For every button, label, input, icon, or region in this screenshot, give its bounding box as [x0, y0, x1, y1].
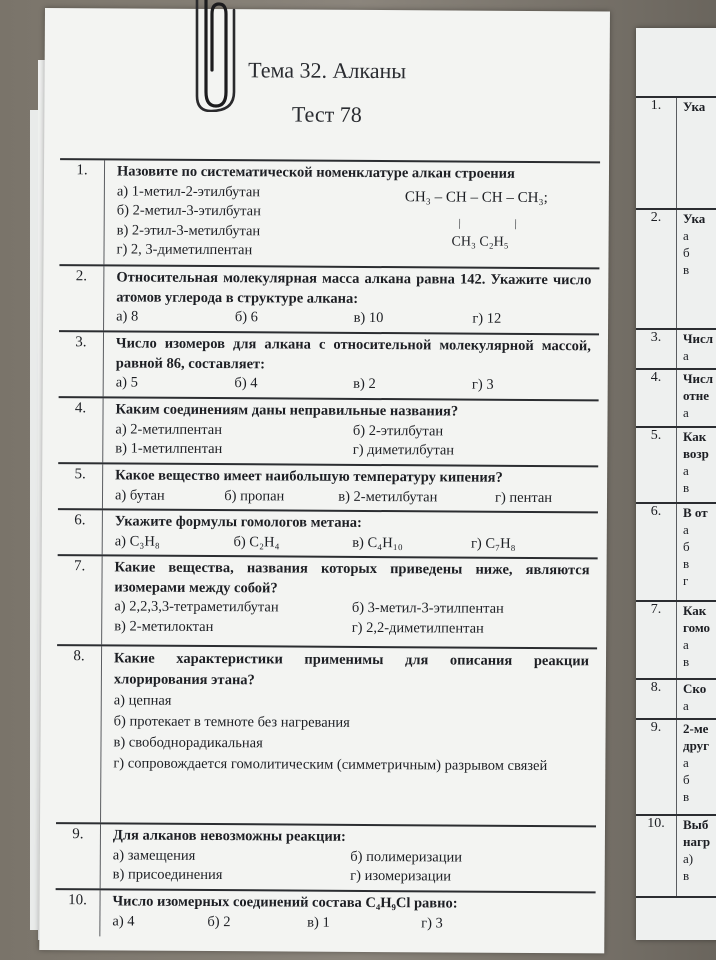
question-row-10 — [55, 890, 595, 939]
question-row-3 — [59, 332, 599, 401]
table-row — [636, 428, 716, 504]
table-row — [636, 816, 716, 898]
question-text: Число изомерных соединений состава C₄H₉Cl равно: — [112, 893, 458, 912]
question-body — [104, 266, 599, 333]
options-list — [116, 373, 591, 395]
option-c: в) C₄H₁₀ — [352, 534, 403, 551]
question-line: гомо — [683, 620, 711, 635]
question-row-2 — [59, 266, 599, 335]
option-b: б) 3-метил-3-этилпентан — [351, 599, 504, 617]
question-text: Число изомеров для алкана с относительной молекулярной массой, равной 86, составляет: — [115, 335, 591, 372]
question-number: 9. — [636, 720, 677, 814]
question-body — [102, 556, 598, 647]
option-c: в) 2 — [353, 375, 376, 393]
question-text: Какие характеристики применимы для описания реакции хлорирования этана? — [113, 650, 590, 689]
option-b: б) протекает в темноте без нагревания — [113, 713, 350, 731]
options-list — [116, 182, 386, 262]
questions-table — [55, 158, 600, 939]
option-b: б) 4 — [234, 375, 258, 392]
question-line: в — [683, 789, 690, 804]
option-c: в) 1-метилпентан — [115, 440, 223, 458]
question-line: в — [683, 556, 690, 571]
question-line: а — [683, 405, 689, 420]
options-list — [116, 307, 591, 329]
option-a: а) C₃H₈ — [114, 532, 160, 550]
question-text: Относительная молекулярная масса алкана равна 142. Укажите число атомов углерода в структуре алкана: — [116, 269, 592, 307]
test-sheet — [39, 8, 610, 953]
question-text: Назовите по систематической номенклатуре алкан строения — [116, 163, 515, 182]
question-text — [677, 720, 716, 814]
option-d: г) 2,2-диметилпентан — [351, 619, 484, 637]
question-row-9 — [56, 824, 596, 893]
option-b: б) C₂H₄ — [233, 533, 280, 550]
formula-bond: | — [514, 217, 517, 230]
option-c: в) присоединения — [112, 866, 223, 884]
option-d: г) C₇H₈ — [470, 535, 516, 552]
question-text — [677, 210, 716, 328]
question-text: Какое вещество имеет наибольшую температуру кипения? — [115, 467, 503, 486]
question-number: 9. — [56, 824, 101, 888]
options-list — [113, 846, 588, 888]
question-line: б — [683, 539, 690, 554]
question-body — [104, 160, 600, 267]
question-body — [104, 332, 599, 399]
option-b: б) 6 — [234, 309, 259, 326]
question-text — [677, 98, 716, 208]
option-a: а) 1-метил-2-этилбутан — [116, 182, 261, 200]
option-d: г) пентан — [494, 489, 553, 506]
question-line: Числ — [683, 371, 714, 386]
table-row — [636, 602, 716, 680]
question-text: Для алканов невозможны реакции: — [112, 827, 346, 845]
option-c: в) 1 — [307, 914, 330, 931]
second-test-sheet — [636, 28, 716, 940]
question-line: а — [683, 348, 689, 363]
option-d: г) диметилбутан — [352, 441, 455, 459]
question-text: Какие вещества, названия которых приведены ниже, являются изомерами между собой? — [114, 559, 590, 596]
question-number: 3. — [636, 330, 677, 368]
option-a: а) 2,2,3,3-тетраметилбутан — [114, 598, 279, 616]
option-d: г) 3 — [421, 914, 443, 931]
question-line: 2-ме — [683, 721, 709, 736]
options-list — [112, 912, 587, 934]
structural-formula — [386, 184, 591, 263]
option-d: г) изомеризации — [350, 867, 452, 885]
question-line: отне — [683, 388, 709, 403]
option-b: б) 2 — [207, 913, 231, 930]
question-line: в — [683, 262, 690, 277]
question-number: 5. — [58, 464, 103, 508]
question-number: 7. — [57, 556, 103, 644]
options-list — [113, 690, 589, 777]
question-content — [116, 182, 591, 263]
formula-substituents: CH₃ C₂H₅ — [451, 233, 509, 250]
question-line: б — [683, 245, 690, 260]
question-text — [677, 680, 716, 718]
options-list — [115, 532, 590, 554]
question-line: а — [683, 522, 689, 537]
question-line: в — [683, 654, 690, 669]
table-row — [636, 98, 716, 210]
question-number: 8. — [56, 646, 102, 822]
question-body — [100, 890, 595, 939]
question-text — [677, 370, 716, 426]
question-text: Каким соединениям даны неправильные названия? — [115, 401, 459, 420]
question-line: Числ — [683, 331, 714, 346]
option-c: в) свободнорадикальная — [113, 734, 263, 752]
question-line: Ука — [683, 211, 706, 226]
question-line: Ука — [683, 99, 706, 114]
question-number: 1. — [636, 98, 677, 208]
question-text — [677, 504, 716, 600]
option-d: г) 12 — [472, 310, 502, 327]
test-title: Тест 78 — [291, 101, 362, 127]
question-number: 10. — [55, 890, 100, 936]
question-number: 8. — [636, 680, 677, 718]
question-line: нагр — [683, 834, 711, 849]
question-body — [101, 824, 596, 891]
table-row — [636, 330, 716, 370]
question-row-7 — [57, 556, 598, 649]
question-number: 1. — [59, 160, 105, 264]
question-line: Ско — [683, 681, 707, 696]
question-line: в — [683, 480, 690, 495]
question-line: Как — [683, 429, 707, 444]
option-b: б) пропан — [224, 487, 285, 504]
question-line: В от — [683, 505, 708, 520]
second-test-table — [636, 96, 716, 898]
question-line: Выб — [683, 817, 709, 832]
question-text — [677, 428, 716, 502]
question-number: 7. — [636, 602, 677, 678]
option-c: в) 10 — [353, 309, 384, 327]
question-line: возр — [683, 446, 709, 461]
question-line: а — [683, 755, 689, 770]
option-a: а) цепная — [113, 692, 172, 709]
question-number: 4. — [636, 370, 677, 426]
formula-main-chain: CH₃ – CH – CH – CH₃; — [404, 188, 548, 206]
question-text — [677, 602, 716, 678]
question-text — [677, 330, 716, 368]
question-line: а — [683, 637, 689, 652]
option-c: в) 2-метилоктан — [114, 617, 214, 635]
question-number: 4. — [58, 398, 103, 462]
question-body — [103, 510, 598, 557]
table-row — [636, 720, 716, 816]
question-body — [103, 398, 598, 465]
question-line: б — [683, 772, 690, 787]
question-line: друг — [683, 738, 710, 753]
question-line: г — [683, 573, 689, 588]
option-a: а) бутан — [114, 486, 165, 504]
option-a: а) 5 — [115, 374, 138, 391]
question-line: Как — [683, 603, 707, 618]
formula-bond: | — [458, 217, 461, 230]
question-number: 2. — [636, 210, 677, 328]
options-list — [115, 420, 590, 462]
option-a: а) 8 — [116, 308, 139, 325]
option-b: б) 2-этилбутан — [352, 422, 444, 439]
question-text: Укажите формулы гомологов метана: — [114, 513, 362, 531]
option-a: а) 4 — [112, 912, 135, 930]
paperclip-icon — [186, 0, 238, 112]
table-row — [636, 680, 716, 720]
table-row — [636, 210, 716, 330]
question-number: 6. — [636, 504, 677, 600]
option-c: в) 2-этил-3-метилбутан — [116, 221, 261, 239]
question-line: в — [683, 868, 690, 883]
question-row-8 — [56, 646, 597, 827]
topic-title: Тема 32. Алканы — [248, 57, 407, 84]
option-d: г) сопровождается гомолитическим (симметричным) разрывом связей — [113, 755, 548, 775]
question-row-4 — [58, 398, 598, 467]
options-list — [114, 597, 589, 639]
question-row-5 — [58, 464, 598, 513]
option-c: в) 2-метилбутан — [338, 488, 438, 505]
options-list — [115, 486, 590, 508]
option-b: б) 2-метил-3-этилбутан — [116, 202, 261, 220]
question-row-6 — [58, 510, 598, 559]
option-d: г) 2, 3-диметилпентан — [116, 241, 253, 259]
question-line: а — [683, 698, 689, 713]
question-line: а) — [683, 851, 694, 866]
question-line: а — [683, 463, 689, 478]
option-a: а) замещения — [112, 846, 196, 864]
table-row — [636, 504, 716, 602]
option-a: а) 2-метилпентан — [115, 420, 223, 438]
question-body — [103, 464, 598, 511]
question-number: 10. — [636, 816, 677, 896]
question-body — [101, 646, 597, 825]
option-b: б) полимеризации — [350, 848, 463, 866]
option-d: г) 3 — [471, 376, 494, 393]
table-row — [636, 370, 716, 428]
question-number: 6. — [58, 510, 103, 554]
question-text — [677, 816, 716, 896]
question-number: 2. — [59, 266, 104, 330]
question-line: а — [683, 228, 689, 243]
question-number: 5. — [636, 428, 677, 502]
question-row-1 — [59, 160, 600, 269]
question-number: 3. — [59, 332, 104, 396]
